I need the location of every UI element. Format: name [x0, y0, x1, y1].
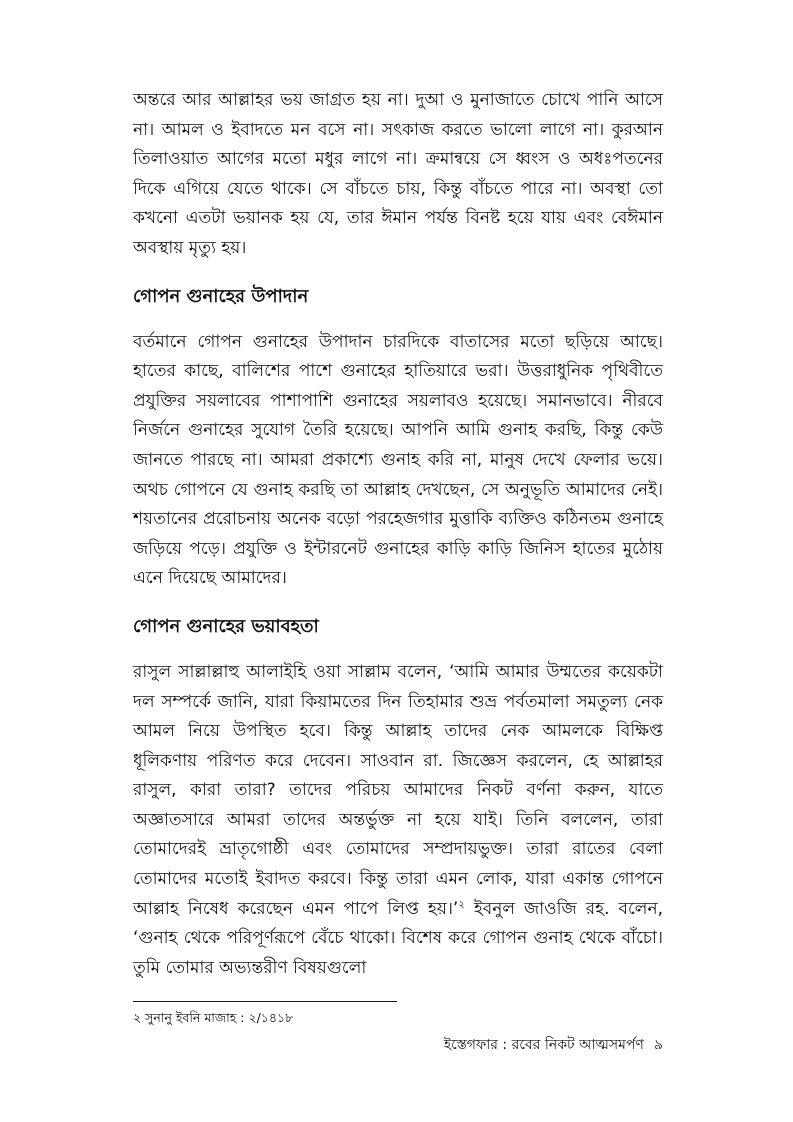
section-heading-severity: গোপন গুনাহের ভয়াবহতা	[133, 615, 319, 637]
paragraph-intro: অন্তরে আর আল্লাহর ভয় জাগ্রত হয় না। দুআ ও মুনাজাতে চোখে পানি আসে না। আমল ও ইবাদতে মন বসে না। সৎকাজ করতে ভালো লাগে না। কুরআন তিলাওয়াত আগের মতো মধুর লাগে না। ক্রমান্বয়ে সে ধ্বংস ও অধঃপতনের দিকে এগিয়ে যেতে থাকে। সে বাঁচতে চায়, কিন্তু বাঁচতে পারে না। অবস্থা তো কখনো এতটা ভয়ানক হয় যে, তার ঈমান পর্যন্ত বিনষ্ট হয়ে যায় এবং বেঈমান অবস্থায় মৃত্যু হয়।	[133, 90, 663, 258]
footnote-separator	[133, 1001, 397, 1002]
footnote-reference: ২	[458, 899, 465, 910]
page-body	[133, 86, 663, 983]
paragraph-severity-text: রাসুল সাল্লাল্লাহু আলাইহি ওয়া সাল্লাম বলেন, ‘আমি আমার উম্মতের কয়েকটা দল সম্পর্কে জানি, যারা কিয়ামতের দিন তিহামার শুভ্র পর্বতমালা সমতুল্য নেক আমল নিয়ে উপস্থিত হবে। কিন্তু আল্লাহ তাদের নেক আমলকে বিক্ষিপ্ত ধূলিকণায় পরিণত করে দেবেন। সাওবান রা. জিজ্ঞেস করলেন, হে আল্লাহর রাসুল, কারা তারা? তাদের পরিচয় আমাদের নিকট বর্ণনা করুন, যাতে অজ্ঞাতসারে আমরা তাদের অন্তর্ভুক্ত না হয়ে যাই। তিনি বললেন, তারা তোমাদেরই ভ্রাতৃগোষ্ঠী এবং তোমাদের সম্প্রদায়ভুক্ত। তারা রাতের বেলা তোমাদের মতোই ইবাদত করবে। কিন্তু তারা এমন লোক, যারা একান্ত গোপনে আল্লাহ নিষেধ করেছেন এমন পাপে লিপ্ত হয়।’	[133, 661, 663, 919]
paragraph-severity-continued: ইবনুল জাওজি রহ. বলেন, ‘গুনাহ থেকে পরিপূর্ণরূপে বেঁচে থাকো। বিশেষ করে গোপন গুনাহ থেকে বাঁচো। তুমি তোমার অভ্যন্তরীণ বিষয়গুলো	[133, 898, 664, 978]
section-heading-elements: গোপন গুনাহের উপাদান	[133, 285, 309, 307]
page-number: ৯	[653, 1037, 663, 1054]
book-title: ইস্তেগফার : রবের নিকট আত্মসমর্পণ	[443, 1037, 644, 1054]
paragraph-severity	[133, 658, 663, 984]
running-footer	[133, 1036, 663, 1054]
footnote: ২ সুনানু ইবনি মাজাহ : ২/১৪১৮	[133, 1010, 294, 1026]
paragraph-elements: বর্তমানে গোপন গুনাহের উপাদান চারদিকে বাতাসের মতো ছড়িয়ে আছে। হাতের কাছে, বালিশের পাশে গুনাহের হাতিয়ারে ভরা। উত্তরাধুনিক পৃথিবীতে প্রযুক্তির সয়লাবের পাশাপাশি গুনাহের সয়লাবও হয়েছে। সমানভাবে। নীরবে নির্জনে গুনাহের সুযোগ তৈরি হয়েছে। আপনি আমি গুনাহ করছি, কিন্তু কেউ জানতে পারছে না। আমরা প্রকাশ্যে গুনাহ করি না, মানুষ দেখে ফেলার ভয়ে। অথচ গোপনে যে গুনাহ করছি তা আল্লাহ দেখছেন, সে অনুভূতি আমাদের নেই। শয়তানের প্ররোচনায় অনেক বড়ো পরহেজগার মুত্তাকি ব্যক্তিও কঠিনতম গুনাহে জড়িয়ে পড়ে। প্রযুক্তি ও ইন্টারনেট গুনাহের কাড়ি কাড়ি জিনিস হাতের মুঠোয় এনে দিয়েছে আমাদের।	[133, 331, 663, 589]
